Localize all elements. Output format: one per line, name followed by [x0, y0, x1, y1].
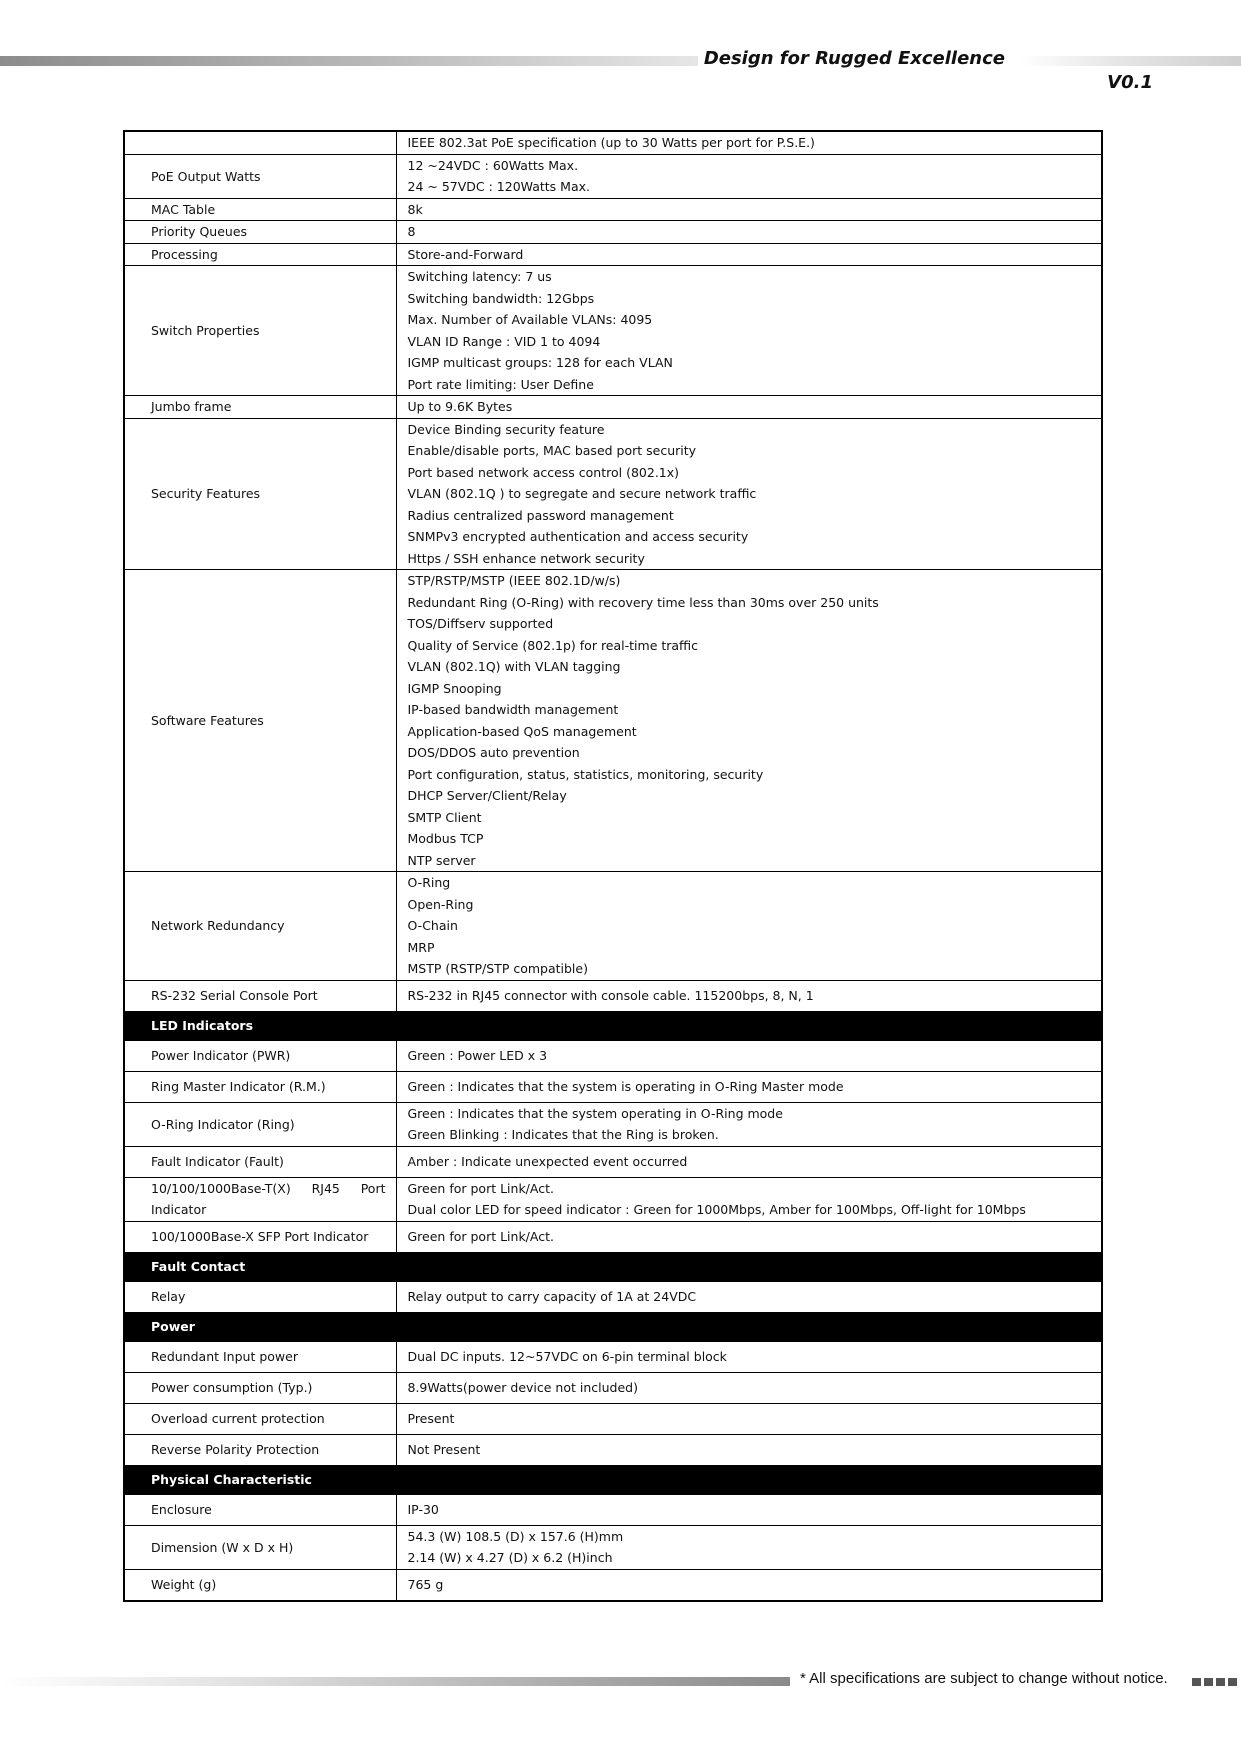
spec-label-cell: MAC Table [124, 198, 396, 221]
spec-label-cell: Priority Queues [124, 221, 396, 244]
spec-label-cell: RS-232 Serial Console Port [124, 980, 396, 1011]
spec-value-line: 54.3 (W) 108.5 (D) x 157.6 (H)mm [407, 1528, 624, 1544]
spec-row [124, 1040, 1102, 1071]
spec-value-line: Switching latency: 7 us [407, 269, 552, 284]
spec-row [124, 570, 1102, 872]
footer-square [1192, 1678, 1201, 1686]
section-title-cell: Power [124, 1312, 396, 1341]
spec-value-line: 8 [407, 224, 416, 239]
spec-row [124, 1221, 1102, 1252]
spec-value-cell [396, 1040, 1102, 1071]
spec-value-cell [396, 1011, 1102, 1040]
spec-value-cell [396, 1434, 1102, 1465]
spec-value-line: IEEE 802.3at PoE specification (up to 30 Watts per port for P.S.E.) [407, 135, 815, 150]
spec-label-cell: Redundant Input power [124, 1341, 396, 1372]
spec-label-cell: Power consumption (Typ.) [124, 1372, 396, 1403]
spec-label-cell: Processing [124, 243, 396, 266]
spec-value-cell [396, 1177, 1102, 1221]
spec-value-line: Port rate limiting: User Define [407, 376, 594, 392]
spec-value-cell [396, 418, 1102, 570]
spec-row [124, 1525, 1102, 1569]
footer-disclaimer: * All specifications are subject to change without notice. [800, 1670, 1168, 1687]
spec-value-cell [396, 1465, 1102, 1494]
spec-value-line: 2.14 (W) x 4.27 (D) x 6.2 (H)inch [407, 1550, 613, 1565]
spec-value-line: Not Present [407, 1441, 481, 1457]
spec-value-line: TOS/Diffserv supported [407, 616, 554, 631]
spec-row [124, 1494, 1102, 1525]
spec-value-line: Quality of Service (802.1p) for real-time traffic [407, 637, 699, 653]
spec-label-line [151, 1199, 386, 1221]
spec-value-line: Modbus TCP [407, 831, 484, 846]
spec-row [124, 1177, 1102, 1221]
spec-value-line: Port configuration, status, statistics, monitoring, security [407, 766, 764, 782]
spec-label-cell [124, 131, 396, 154]
spec-row [124, 198, 1102, 221]
spec-value-line: Up to 9.6K Bytes [407, 399, 513, 414]
spec-label-cell: Reverse Polarity Protection [124, 1434, 396, 1465]
spec-value-line: Open-Ring [407, 896, 474, 912]
footer-square [1216, 1678, 1225, 1686]
spec-label-line [151, 1178, 386, 1200]
spec-row [124, 1281, 1102, 1312]
spec-row [124, 243, 1102, 266]
spec-value-line: 24 ~ 57VDC : 120Watts Max. [407, 179, 590, 194]
spec-label-cell: Relay [124, 1281, 396, 1312]
spec-row [124, 1434, 1102, 1465]
spec-value-line: Relay output to carry capacity of 1A at 24VDC [407, 1288, 697, 1304]
specification-table-body [124, 131, 1102, 1601]
spec-value-cell [396, 1102, 1102, 1146]
spec-label-cell: Overload current protection [124, 1403, 396, 1434]
spec-value-cell [396, 1569, 1102, 1601]
spec-value-cell [396, 1312, 1102, 1341]
section-header-row [124, 1252, 1102, 1281]
footer-square [1204, 1678, 1213, 1686]
spec-label-cell: Ring Master Indicator (R.M.) [124, 1071, 396, 1102]
spec-label-word: Indicator [151, 1202, 207, 1217]
spec-value-line: Green for port Link/Act. [407, 1180, 554, 1196]
section-title-cell: Fault Contact [124, 1252, 396, 1281]
spec-label-cell: Power Indicator (PWR) [124, 1040, 396, 1071]
spec-value-cell [396, 1071, 1102, 1102]
spec-value-line: STP/RSTP/MSTP (IEEE 802.1D/w/s) [407, 573, 621, 588]
spec-row [124, 980, 1102, 1011]
section-header-row [124, 1011, 1102, 1040]
spec-value-line: IP-based bandwidth management [407, 702, 619, 717]
spec-value-cell [396, 1494, 1102, 1525]
spec-label-cell: O-Ring Indicator (Ring) [124, 1102, 396, 1146]
spec-row [124, 131, 1102, 154]
spec-value-line: DHCP Server/Client/Relay [407, 788, 567, 803]
spec-row [124, 1372, 1102, 1403]
spec-value-line: DOS/DDOS auto prevention [407, 745, 580, 760]
spec-value-line: Green Blinking : Indicates that the Ring is broken. [407, 1127, 719, 1142]
spec-value-line: MSTP (RSTP/STP compatible) [407, 961, 588, 976]
spec-value-line: O-Chain [407, 918, 458, 933]
spec-row [124, 872, 1102, 981]
spec-value-line: IGMP multicast groups: 128 for each VLAN [407, 355, 673, 370]
spec-value-line: Green for port Link/Act. [407, 1228, 554, 1244]
spec-row [124, 1102, 1102, 1146]
spec-row [124, 1569, 1102, 1601]
section-title-cell: Physical Characteristic [124, 1465, 396, 1494]
specification-table [123, 130, 1103, 1602]
spec-value-cell [396, 1341, 1102, 1372]
spec-value-line: Max. Number of Available VLANs: 4095 [407, 312, 653, 327]
spec-value-line: Green : Power LED x 3 [407, 1047, 548, 1063]
section-header-row [124, 1465, 1102, 1494]
spec-value-cell [396, 1525, 1102, 1569]
spec-value-line: 12 ~24VDC : 60Watts Max. [407, 157, 579, 173]
spec-row [124, 154, 1102, 198]
spec-value-line: Port based network access control (802.1x) [407, 464, 680, 480]
spec-value-line: Present [407, 1410, 455, 1426]
spec-value-line: Amber : Indicate unexpected event occurred [407, 1153, 688, 1169]
spec-value-cell [396, 243, 1102, 266]
spec-label-cell: Security Features [124, 418, 396, 570]
spec-value-cell [396, 872, 1102, 981]
spec-value-line: Radius centralized password management [407, 507, 674, 523]
spec-label-word: Port [360, 1180, 386, 1196]
spec-label-cell: Weight (g) [124, 1569, 396, 1601]
spec-value-line: NTP server [407, 852, 476, 868]
document-version: V0.1 [1107, 72, 1153, 93]
spec-label-cell: Jumbo frame [124, 396, 396, 419]
spec-label-cell: Network Redundancy [124, 872, 396, 981]
spec-value-cell [396, 198, 1102, 221]
header-tagline: Design for Rugged Excellence [698, 48, 1015, 69]
footer-gradient-bar [0, 1677, 790, 1686]
section-title-cell: LED Indicators [124, 1011, 396, 1040]
spec-value-cell [396, 1281, 1102, 1312]
spec-value-line: RS-232 in RJ45 connector with console cable. 115200bps, 8, N, 1 [407, 987, 814, 1003]
spec-value-line: Redundant Ring (O-Ring) with recovery time less than 30ms over 250 units [407, 594, 879, 610]
spec-value-line: Application-based QoS management [407, 723, 637, 739]
spec-label-word: 10/100/1000Base-T(X) [151, 1180, 291, 1196]
spec-value-cell [396, 1403, 1102, 1434]
spec-value-line: MRP [407, 939, 435, 955]
spec-value-line: IGMP Snooping [407, 680, 502, 696]
spec-value-line: Green : Indicates that the system operating in O-Ring mode [407, 1105, 783, 1121]
spec-value-line: Dual color LED for speed indicator : Green for 1000Mbps, Amber for 100Mbps, Off-light for 10Mbps [407, 1202, 1026, 1217]
spec-value-line: SNMPv3 encrypted authentication and access security [407, 529, 749, 544]
spec-label-word: RJ45 [311, 1180, 340, 1196]
header-gradient-bar [0, 56, 1241, 66]
spec-label-cell [124, 1177, 396, 1221]
spec-row [124, 1341, 1102, 1372]
spec-label-cell: Switch Properties [124, 266, 396, 396]
spec-value-line: Dual DC inputs. 12~57VDC on 6-pin terminal block [407, 1348, 727, 1364]
spec-label-cell: 100/1000Base-X SFP Port Indicator [124, 1221, 396, 1252]
spec-value-line: O-Ring [407, 875, 451, 890]
spec-label-cell: Dimension (W x D x H) [124, 1525, 396, 1569]
section-header-row [124, 1312, 1102, 1341]
spec-row [124, 418, 1102, 570]
spec-value-cell [396, 396, 1102, 419]
spec-row [124, 1146, 1102, 1177]
spec-value-line: SMTP Client [407, 809, 482, 825]
footer-square-marks [1192, 1678, 1237, 1686]
spec-value-cell [396, 154, 1102, 198]
spec-value-line: Green : Indicates that the system is operating in O-Ring Master mode [407, 1078, 844, 1094]
spec-value-cell [396, 1221, 1102, 1252]
spec-value-line: VLAN ID Range : VID 1 to 4094 [407, 333, 601, 349]
spec-value-line: 8.9Watts(power device not included) [407, 1379, 638, 1395]
spec-value-line: Https / SSH enhance network security [407, 550, 645, 566]
spec-value-line: Device Binding security feature [407, 421, 605, 437]
spec-value-cell [396, 980, 1102, 1011]
spec-value-cell [396, 1372, 1102, 1403]
spec-label-cell: PoE Output Watts [124, 154, 396, 198]
footer-square [1228, 1678, 1237, 1686]
spec-value-cell [396, 131, 1102, 154]
spec-row [124, 1071, 1102, 1102]
spec-row [124, 266, 1102, 396]
spec-value-cell [396, 570, 1102, 872]
spec-row [124, 221, 1102, 244]
spec-label-cell: Fault Indicator (Fault) [124, 1146, 396, 1177]
spec-value-line: VLAN (802.1Q) with VLAN tagging [407, 659, 621, 674]
spec-label-cell: Software Features [124, 570, 396, 872]
spec-value-line: VLAN (802.1Q ) to segregate and secure network traffic [407, 486, 757, 501]
spec-row [124, 396, 1102, 419]
spec-value-cell [396, 1252, 1102, 1281]
spec-row [124, 1403, 1102, 1434]
spec-value-cell [396, 266, 1102, 396]
spec-value-line: Switching bandwidth: 12Gbps [407, 290, 595, 306]
spec-value-line: 8k [407, 201, 423, 217]
spec-value-line: IP-30 [407, 1501, 439, 1517]
spec-value-cell [396, 221, 1102, 244]
spec-value-line: Store-and-Forward [407, 246, 524, 262]
spec-value-cell [396, 1146, 1102, 1177]
spec-value-line: Enable/disable ports, MAC based port security [407, 443, 697, 458]
spec-label-cell: Enclosure [124, 1494, 396, 1525]
spec-value-line: 765 g [407, 1576, 444, 1592]
